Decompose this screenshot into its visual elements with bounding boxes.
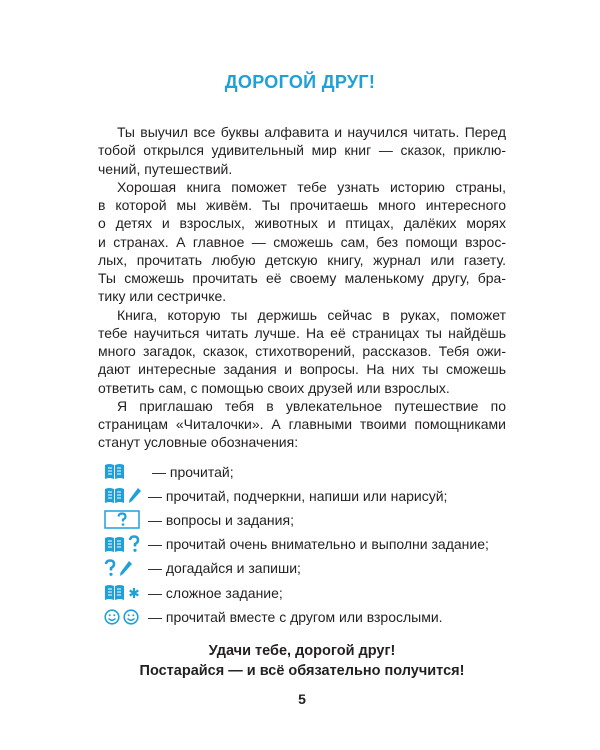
closing-line: Постарайся — и всё обязательно получится! <box>139 662 465 679</box>
asterisk-icon <box>128 586 140 600</box>
text-line: и странах. А главное — сможешь сам, без помощи взрос- <box>98 233 506 250</box>
legend-text: — прочитай очень внимательно и выполни задание; <box>148 536 489 553</box>
page-number: 5 <box>298 690 306 707</box>
smiley-icon <box>104 609 120 625</box>
legend-icons <box>104 463 144 480</box>
text-line: о детях и взрослых, животных и птицах, далёких морях <box>98 215 506 232</box>
closing-text <box>98 641 506 681</box>
legend-item <box>104 580 506 604</box>
text-line: дают интересные задания и вопросы. На них ты сможешь <box>98 361 506 378</box>
intro-text <box>98 123 506 452</box>
page-content <box>98 123 506 707</box>
legend-icons <box>104 535 144 553</box>
text-line: ответить сам, с помощью своих друзей или взрослых. <box>98 379 450 396</box>
book-icon <box>104 487 125 504</box>
legend-item <box>104 556 506 580</box>
legend-text: — сложное задание; <box>148 584 283 601</box>
text-line: тобой открылся удивительный мир книг — сказок, приклю- <box>98 142 506 159</box>
text-line: Книга, которую ты держишь сейчас в руках, поможет <box>117 306 506 323</box>
legend-icons <box>104 609 144 625</box>
legend-text: — догадайся и запиши; <box>148 560 301 577</box>
book-icon <box>104 584 125 601</box>
closing-line: Удачи тебе, дорогой друг! <box>208 642 396 659</box>
legend-icons <box>104 487 144 504</box>
symbol-legend <box>104 460 506 629</box>
book-icon <box>104 536 125 553</box>
text-line: в которой мы живём. Ты прочитаешь много интересного <box>98 197 506 213</box>
question-icon <box>104 559 116 577</box>
legend-text: — прочитай вместе с другом или взрослыми. <box>148 608 443 625</box>
legend-icons <box>104 559 144 577</box>
legend-icons <box>104 510 144 529</box>
text-line: Ты сможешь прочитать её своему маленькому другу, бра- <box>98 270 506 286</box>
text-line: тебе научиться читать лучше. На её страницах ты найдёшь <box>98 324 506 341</box>
text-line: страницам «Читалочки». А главными твоими помощниками <box>98 416 506 432</box>
legend-item <box>104 532 506 556</box>
text-line: станут условные обозначения: <box>98 434 299 451</box>
book-icon <box>104 463 125 480</box>
text-line: чений, путешествий. <box>98 160 233 177</box>
legend-item <box>104 605 506 629</box>
pencil-icon <box>128 487 142 504</box>
legend-item <box>104 508 506 532</box>
text-line: лых, прочитать любую детскую книгу, журнал или газету. <box>98 251 506 268</box>
legend-item <box>104 460 506 484</box>
question-box-icon <box>104 510 140 529</box>
text-line: тику или сестричке. <box>98 288 227 305</box>
legend-text: — прочитай, подчеркни, напиши или нарисуй; <box>148 487 448 504</box>
legend-text: — вопросы и задания; <box>148 511 294 528</box>
text-line: Я приглашаю тебя в увлекательное путешествие по <box>117 397 506 414</box>
text-line: Ты выучил все буквы алфавита и научился читать. Перед <box>117 124 506 140</box>
question-icon <box>128 535 140 553</box>
text-line: Хорошая книга поможет тебе узнать историю страны, <box>117 178 506 195</box>
legend-icons <box>104 584 144 601</box>
legend-item <box>104 484 506 508</box>
smiley-icon <box>123 609 139 625</box>
page-title: ДОРОГОЙ ДРУГ! <box>224 72 376 92</box>
text-line: много загадок, сказок, стихотворений, рассказов. Тебя ожи- <box>98 343 506 359</box>
legend-text: — прочитай; <box>152 463 234 480</box>
pencil-icon <box>119 560 133 577</box>
